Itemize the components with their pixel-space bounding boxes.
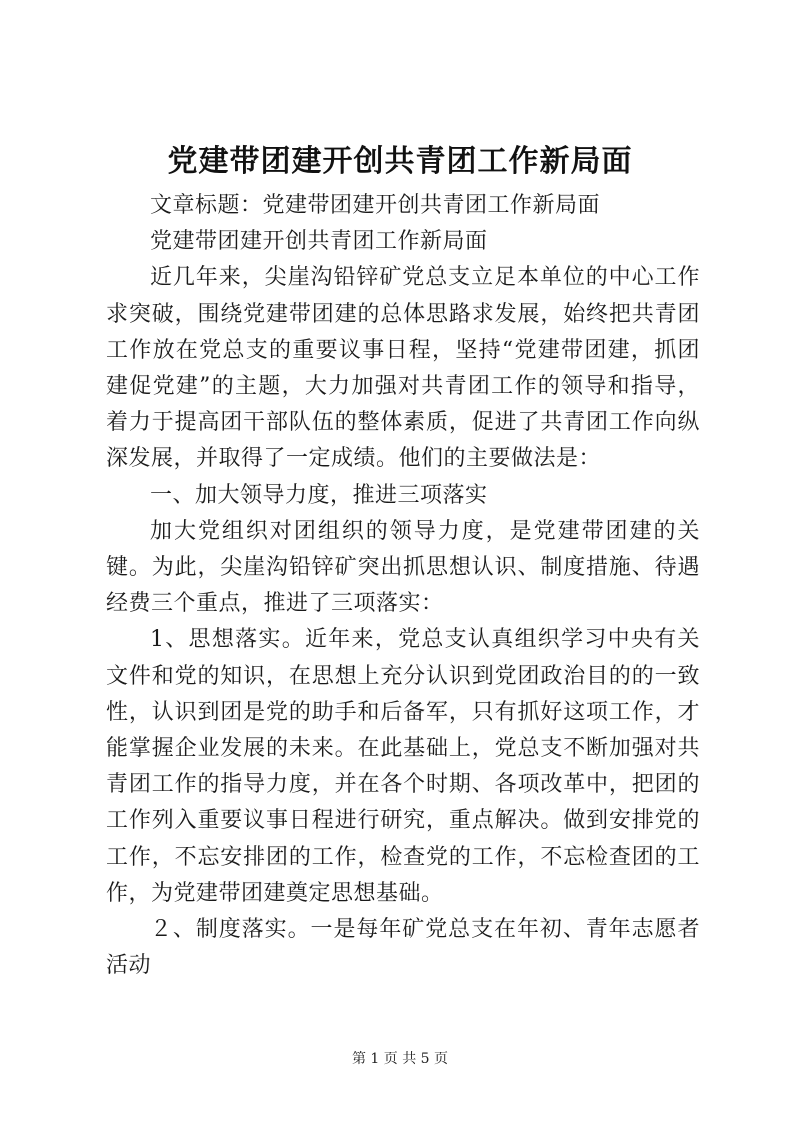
body-paragraph: ２、制度落实。一是每年矿党总支在年初、青年志愿者活动 bbox=[106, 917, 700, 979]
subtitle-line: 党建带团建开创共青团工作新局面 bbox=[150, 229, 488, 255]
article-title-line: 文章标题：党建带团建开创共青团工作新局面 bbox=[150, 193, 601, 218]
section-heading: 一、加大领导力度，推进三项落实 bbox=[150, 482, 488, 508]
page-footer: 第 1 页 共 5 页 bbox=[351, 1051, 449, 1067]
document-title: 党建带团建开创共青团工作新局面 bbox=[167, 144, 633, 179]
body-paragraph: 加大党组织对团组织的领导力度，是党建带团建的关键。为此，尖崖沟铅锌矿突出抓思想认识、制度措施、待遇经费三个重点，推进了三项落实： bbox=[106, 518, 700, 617]
body-paragraph: 1、思想落实。近年来，党总支认真组织学习中央有关文件和党的知识，在思想上充分认识到党团政治目的的一致性，认识到团是党的助手和后备军，只有抓好这项工作，才能掌握企业发展的未来。在此基础上，党总支不断加强对共青团工作的指导力度，并在各个时期、各项改革中，把团的工作列入重要议事日程进行研究，重点解决。做到安排党的工作，不忘安排团的工作，检查党的工作，不忘检查团的工作，为党建带团建奠定思想基础。 bbox=[106, 627, 700, 906]
intro-paragraph: 近几年来，尖崖沟铅锌矿党总支立足本单位的中心工作求突破，围绕党建带团建的总体思路求发展，始终把共青团工作放在党总支的重要议事日程，坚持“党建带团建，抓团建促党建”的主题，大力加强对共青团工作的领导和指导，着力于提高团干部队伍的整体素质，促进了共青团工作向纵深发展，并取得了一定成绩。他们的主要做法是： bbox=[106, 265, 700, 472]
document-body bbox=[106, 188, 700, 984]
